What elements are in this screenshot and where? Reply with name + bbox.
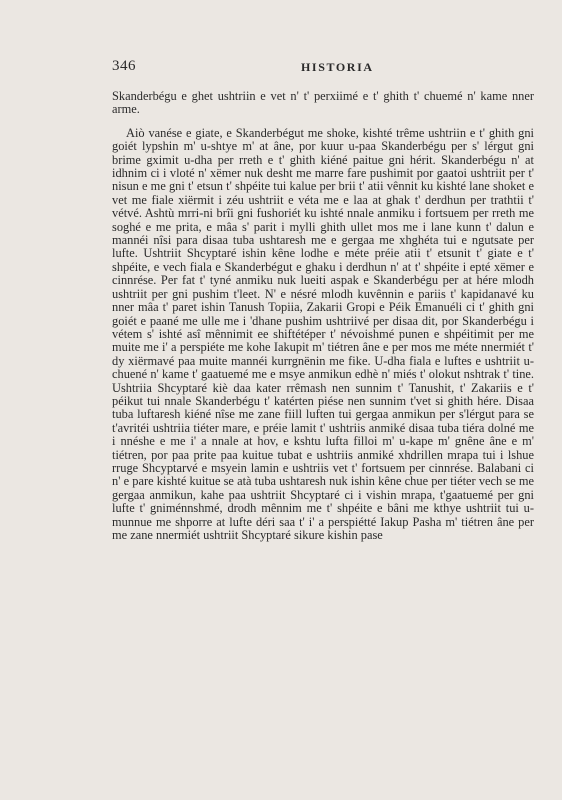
paragraph: Skanderbégu e ghet ushtriin e vet n' t' perxiimé e t' ghith t' chuemé n' kame nner arme. xyxy=(112,89,534,117)
running-title: HISTORIA xyxy=(301,60,374,74)
page-header xyxy=(112,58,532,78)
paragraph: Aiò vanése e giate, e Skanderbégut me shoke, kishté trême ushtriin e t' ghith gni goiét lypshin m' u-shtye m' at âne, por kuur u-paa Skanderbégu per s' lérgut gni brime gximit u-dha per rreth e t' ghith kiéné paitue gni hérit. Skanderbégu n' at idhnim ci i vloté n' xëmer nuk desht me marre fare pushimit por gaatoi ushtriit per t' nisun e me gni t' etsun t' shpéite tui kalue per brii t' atii vênnit ku kishté lane shoket e vet me fiale xiërmit i zéu ushtriit e véta me e laa at ghak t' derdhun per trathtii t' vétvé. Ashtù mrri-ni brîi gni fushoriét ku ishté nnale anmiku i fortsuem per rreth me soghé e me prita, e mâa s' parit i mylli ghith ullet mos me i lane kunn t' dalun e mannéi nîsi para disaa tuba ushtaresh me e gergaa me xhghéta tui e ngutsate per lufte. Ushtriit Shcyptaré ishin kêne lodhe e méte préie atii t' etsunit t' giate e t' shpéite, e vech fiala e Skanderbégut e ghaku i derdhun n' at t' shpéite i epté xëmer e cinnrése. Per fat t' tyné anmiku nuk lueiti aspak e Skanderbégu per at hére mlodh ushtriit per gni pushim t'leet. N' e nésré mlodh kuvênnin e pariis t' kapidanavé ku nner mâa t' paret ishin Tanush Topiia, Zakarii Gropi e Péik Emanuéli ci t' ghith gni goiét e paané me ulle me i 'dhane pushim ushtriivé per disaa dit, por Skanderbégu i vétem s' ishté asî mênnimit ee shiftétéper t' névoishmé punen e shpéitimit per me muite me i' a perspiéte me kohe Iakupit m' tiétren âne e per mos me méte nnermiét t' dy xiërmavé paa muite mannéi kurrgnënin me fike. U-dha fiala e luftes e ushtriit u-chuené n' kame t' gaatuemé me e msye anmikun edhè n' miés t' olokut nshtrak t' tine. Ushtriia Shcyptaré kiè daa kater rrêmash nen sunnim t' Tanushit, t' Zakariis e t' péikut tui nnale Skanderbégu t' katérten piése nen sunnim t'vet si ghith hére. Disaa tuba luftaresh kiéné nîse me zane fiill luften tui gergaa anmikun per s'lérgut para se t'avritéi ushtriia tiéter mare, e préie lamit t' ushtriis anmiké disaa tuba tiéra dolné me i nnéshe e me i' a nnale at hov, e kshtu lufta filloi m' u-kape m' gnêne âne e m' tiétren, por paa prite paa kuitue tubat e ushtriis anmiké xhdrillen mrapa tui i lshue rruge Shcyptarvé e msyein lamin e ushtriis vet t' fortsuem per cinnrése. Balabani ci n' e pare kishté kuitue se atà tuba ushtaresh nuk ishin kêne chue per tiéter vech se me gergaa anmikun, kahe paa ushtriit Shcyptaré ci i vishin mrapa, t'gaatuemé per gni lufte t' gniménnshmé, drodh mênnim me t' shpéite e bâni me kthye ushtriit tui u-munnue me shporre at lufte déri saa t' i' a perspiétté Iakup Pasha m' tiétren âne per me zane nnermiét ushtriit Shcyptaré sikure kishin pase xyxy=(112,125,534,542)
body-text xyxy=(112,90,534,542)
page-number: 346 xyxy=(112,58,136,74)
